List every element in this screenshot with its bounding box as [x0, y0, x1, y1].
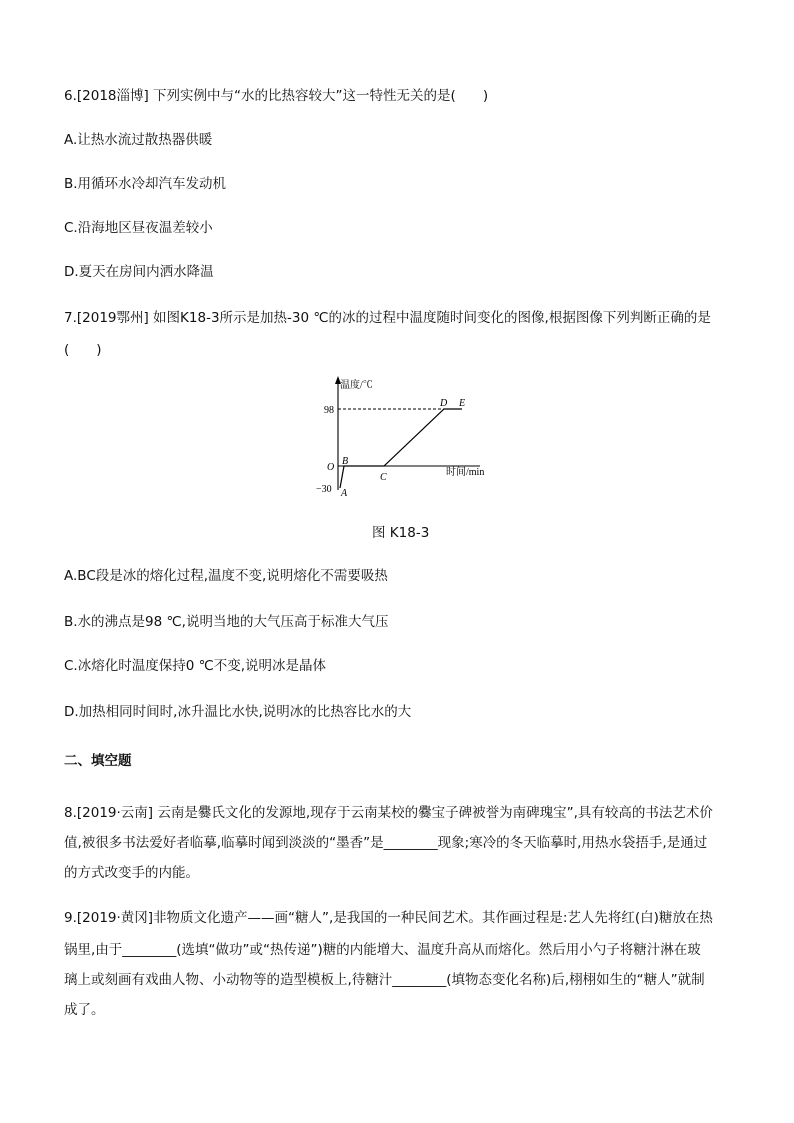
x-axis-label: 时间/min — [446, 467, 485, 478]
q7-option-c: C.冰熔化时温度保持0 ℃不变,说明冰是晶体 — [64, 658, 327, 674]
y-axis-label: 温度/℃ — [340, 380, 373, 391]
q8-line-3: 的方式改变手的内能。 — [64, 865, 199, 881]
q6-option-d: D.夏天在房间内洒水降温 — [64, 264, 214, 280]
q7-option-b: B.水的沸点是98 ℃,说明当地的大气压高于标准大气压 — [64, 614, 389, 630]
tick-neg30: −30 — [316, 484, 332, 495]
point-b-label: B — [342, 456, 349, 467]
point-a-label: A — [341, 488, 348, 498]
q9-line-2: 锅里,由于________(选填“做功”或“热传递”)糖的内能增大、温度升高从而熔化。然后用小勺子将糖汁淋在玻 — [64, 942, 701, 958]
point-c-label: C — [380, 472, 387, 483]
point-e-label: E — [459, 398, 466, 409]
q9-line-1: 9.[2019·黄冈]非物质文化遗产——画“糖人”,是我国的一种民间艺术。其作画过程是:艺人先将红(白)糖放在热 — [64, 910, 713, 926]
q7-stem-answer-blank: ( ) — [64, 342, 102, 358]
q7-stem: 7.[2019鄂州] 如图K18-3所示是加热-30 ℃的冰的过程中温度随时间变化的图像,根据图像下列判断正确的是 — [64, 310, 711, 326]
q8-line-2: 值,被很多书法爱好者临摹,临摹时闻到淡淡的“墨香”是________现象;寒冷的冬天临摹时,用热水袋捂手,是通过 — [64, 835, 708, 851]
q8-line-1: 8.[2019·云南] 云南是爨氏文化的发源地,现存于云南某校的爨宝子碑被誉为南碑瑰宝”,具有较高的书法艺术价 — [64, 805, 713, 821]
temperature-time-graph — [310, 372, 490, 498]
q9-line-3: 璃上或刻画有戏曲人物、小动物等的造型模板上,待糖汁________(填物态变化名称)后,栩栩如生的“糖人”就制 — [64, 972, 705, 988]
heating-curve — [340, 409, 462, 488]
q9-line-4: 成了。 — [64, 1002, 105, 1018]
tick-98: 98 — [324, 405, 334, 416]
origin-label: O — [327, 462, 335, 473]
q6-stem: 6.[2018淄博] 下列实例中与“水的比热容较大”这一特性无关的是( ) — [64, 88, 489, 104]
q6-option-b: B.用循环水冷却汽车发动机 — [64, 176, 227, 192]
section-heading: 二、填空题 — [64, 753, 132, 769]
q7-option-a: A.BC段是冰的熔化过程,温度不变,说明熔化不需要吸热 — [64, 568, 388, 584]
q6-option-a: A.让热水流过散热器供暖 — [64, 132, 213, 148]
q6-option-c: C.沿海地区昼夜温差较小 — [64, 220, 213, 236]
point-d-label: D — [440, 398, 448, 409]
figure-caption: 图 K18-3 — [372, 525, 430, 541]
q7-option-d: D.加热相同时间时,冰升温比水快,说明冰的比热容比水的大 — [64, 704, 412, 720]
